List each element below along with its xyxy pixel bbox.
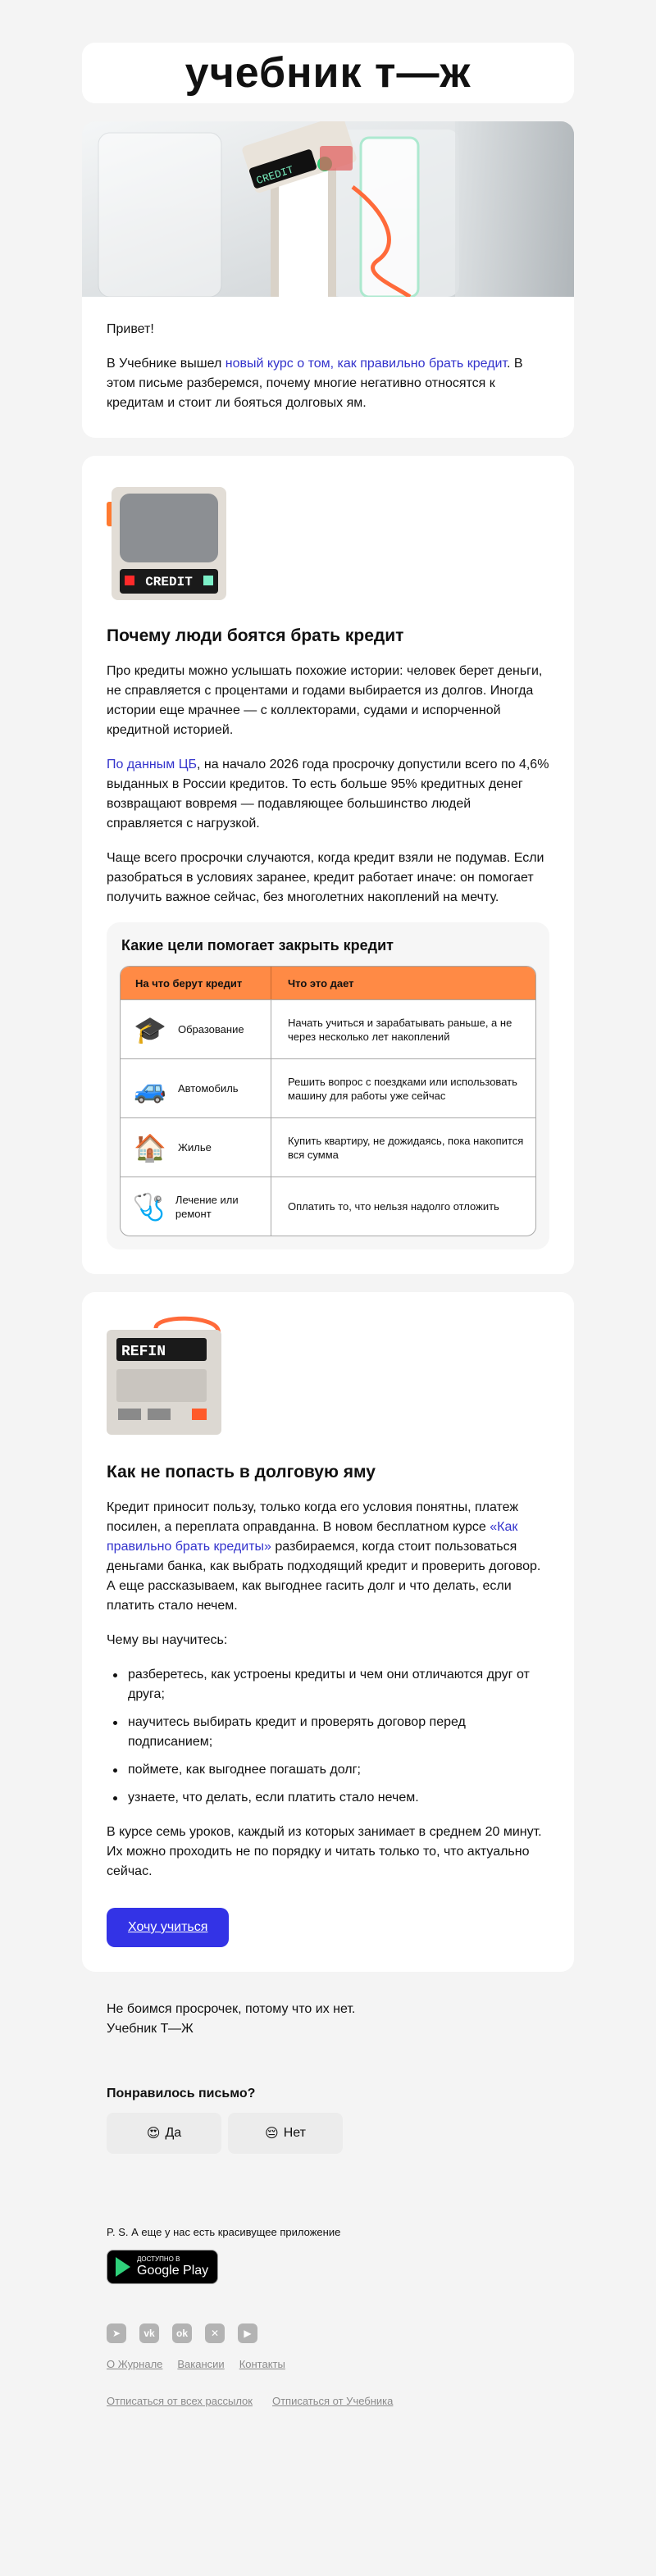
- intro-paragraph: [107, 354, 549, 413]
- sad-face-icon: 😔: [265, 2127, 279, 2141]
- vacancies-link[interactable]: Вакансии: [177, 2358, 225, 2370]
- graduation-cap-icon: 🎓: [134, 1014, 166, 1045]
- brand-logo[interactable]: учебник т—ж: [184, 49, 472, 97]
- section2-title: Как не попасть в долговую яму: [107, 1463, 376, 1481]
- youtube-icon[interactable]: ▶: [238, 2323, 257, 2343]
- ps-text: P. S. А еще у нас есть красивущее приложение: [107, 2226, 341, 2238]
- vote-no-button[interactable]: [228, 2113, 343, 2154]
- vote-no-label: Нет: [283, 2126, 306, 2140]
- goals-col2-header: Что это дает: [288, 976, 354, 990]
- section1-p2-text: , на начало 2026 года просрочку допустили всего по 4,6% выданных в России кредитов. То есть больше 95% кредитных денег возвращают вовремя — подавляющее большинство людей справляется с нагрузкой.: [107, 758, 549, 831]
- goals-title: Какие цели помогает закрыть кредит: [121, 937, 394, 953]
- social-links: [107, 2323, 549, 2343]
- goals-col1-header: На что берут кредит: [121, 967, 271, 999]
- goal-name: Лечение или ремонт: [175, 1193, 239, 1220]
- x-icon[interactable]: ✕: [205, 2323, 225, 2343]
- refin-label: REFIN: [121, 1344, 166, 1360]
- intro-text-2: . В этом письме разберемся, почему многие негативно относятся к кредитам и стоит ли бояться долговых ям.: [107, 357, 523, 410]
- goals-table: [120, 966, 536, 1236]
- gplay-small-text: ДОСТУПНО В: [137, 2255, 180, 2263]
- telegram-icon[interactable]: ➤: [107, 2323, 126, 2343]
- heart-eyes-icon: 😍: [146, 2127, 161, 2141]
- unsubscribe-textbook-link[interactable]: Отписаться от Учебника: [271, 2395, 394, 2407]
- contacts-link[interactable]: Контакты: [239, 2358, 285, 2370]
- cb-data-link[interactable]: По данным ЦБ: [107, 758, 198, 771]
- table-row: [121, 1117, 535, 1176]
- goal-desc: Решить вопрос с поездками или использовать машину для работы уже сейчас: [288, 1075, 517, 1102]
- list-item: узнаете, что делать, если платить стало нечем.: [107, 1788, 549, 1808]
- credit-terminal-illustration: [107, 479, 230, 602]
- section1-p1: Про кредиты можно услышать похожие истории: человек берет деньги, не справляется с процентами и годами выбирается из долгов. Иногда истории еще мрачнее — с коллекторами, судами и испорченной кредитной историей.: [107, 664, 543, 737]
- list-item: разберетесь, как устроены кредиты и чем они отличаются друг от друга;: [107, 1665, 549, 1704]
- list-item: научитесь выбирать кредит и проверять договор перед подписанием;: [107, 1713, 549, 1752]
- email-body: [82, 0, 574, 2407]
- footer: [82, 1990, 574, 2407]
- goal-name: Жилье: [178, 1141, 212, 1154]
- list-item: поймете, как выгоднее погашать долг;: [107, 1760, 549, 1780]
- new-course-link[interactable]: новый курс о том, как правильно брать кредит: [225, 357, 507, 371]
- vote-yes-button[interactable]: [107, 2113, 221, 2154]
- section1-p2: [107, 755, 549, 834]
- intro-card: [82, 121, 574, 438]
- section1-p3: Чаще всего просрочки случаются, когда кредит взяли не подумав. Если разобраться в условиях заранее, кредит работает иначе: он помогает получить важное сейчас, без многолетних накоплений на мечту.: [107, 851, 544, 904]
- section2-p1-text-1: Кредит приносит пользу, только когда его условия понятны, платеж посилен, а переплата оправданна. В новом бесплатном курсе: [107, 1500, 519, 1534]
- ok-icon[interactable]: ok: [172, 2323, 192, 2343]
- section1-title: Почему люди боятся брать кредит: [107, 626, 404, 645]
- unsubscribe-links: [107, 2395, 549, 2407]
- goal-desc: Оплатить то, что нельзя надолго отложить: [288, 1200, 499, 1213]
- hero-credit-sign: CREDIT: [254, 163, 295, 188]
- credit-label: CREDIT: [145, 575, 193, 589]
- learn-list: [107, 1665, 549, 1808]
- gplay-big-text: Google Play: [137, 2264, 209, 2278]
- table-row: [121, 999, 535, 1058]
- house-icon: 🏠: [134, 1132, 166, 1163]
- car-icon: 🚙: [134, 1073, 166, 1104]
- learn-title: Чему вы научитесь:: [107, 1633, 228, 1647]
- goal-name: Образование: [178, 1023, 244, 1035]
- vk-icon[interactable]: vk: [139, 2323, 159, 2343]
- signature-line-2: Учебник Т—Ж: [107, 2022, 194, 2036]
- goal-name: Автомобиль: [178, 1082, 239, 1095]
- goal-desc: Купить квартиру, не дожидаясь, пока накопится вся сумма: [288, 1134, 524, 1161]
- section2-p2: В курсе семь уроков, каждый из которых занимает в среднем 20 минут. Их можно проходить не по порядку и читать только то, что актуально сейчас.: [107, 1825, 542, 1878]
- google-play-icon: [116, 2257, 130, 2277]
- goals-box: [107, 922, 549, 1249]
- about-link[interactable]: О Журнале: [107, 2358, 163, 2370]
- footer-links: [107, 2358, 549, 2370]
- section2-p1: [107, 1498, 549, 1616]
- intro-text-1: В Учебнике вышел: [107, 357, 226, 371]
- hero-illustration: [82, 121, 574, 297]
- greeting: Привет!: [107, 322, 154, 336]
- google-play-badge[interactable]: [107, 2250, 218, 2284]
- course-link[interactable]: «Как правильно брать кредиты»: [107, 1520, 518, 1554]
- goal-desc: Начать учиться и зарабатывать раньше, а не через несколько лет накоплений: [288, 1016, 512, 1043]
- section-debt-trap: [82, 1292, 574, 1972]
- goals-table-header: [121, 967, 535, 999]
- logo-card: [82, 43, 574, 103]
- section2-p1-text-2: разбираемся, когда стоит пользоваться деньгами банка, как выбрать подходящий кредит и проверить договор. А еще рассказываем, как выгоднее гасить долг и что делать, если платить стало нечем.: [107, 1540, 541, 1613]
- want-to-learn-button[interactable]: Хочу учиться: [107, 1908, 229, 1947]
- hero-image: [82, 121, 574, 297]
- stethoscope-icon: 🩺: [132, 1191, 166, 1222]
- signature-line-1: Не боимся просрочек, потому что их нет.: [107, 2002, 356, 2016]
- unsubscribe-all-link[interactable]: Отписаться от всех рассылок: [107, 2395, 253, 2407]
- section-why-afraid: [82, 456, 574, 1274]
- liked-question: Понравилось письмо?: [107, 2087, 256, 2100]
- table-row: [121, 1176, 535, 1236]
- vote-yes-label: Да: [165, 2126, 182, 2140]
- table-row: [121, 1058, 535, 1117]
- vote-buttons: [107, 2113, 549, 2154]
- refin-terminal-illustration: [107, 1315, 230, 1438]
